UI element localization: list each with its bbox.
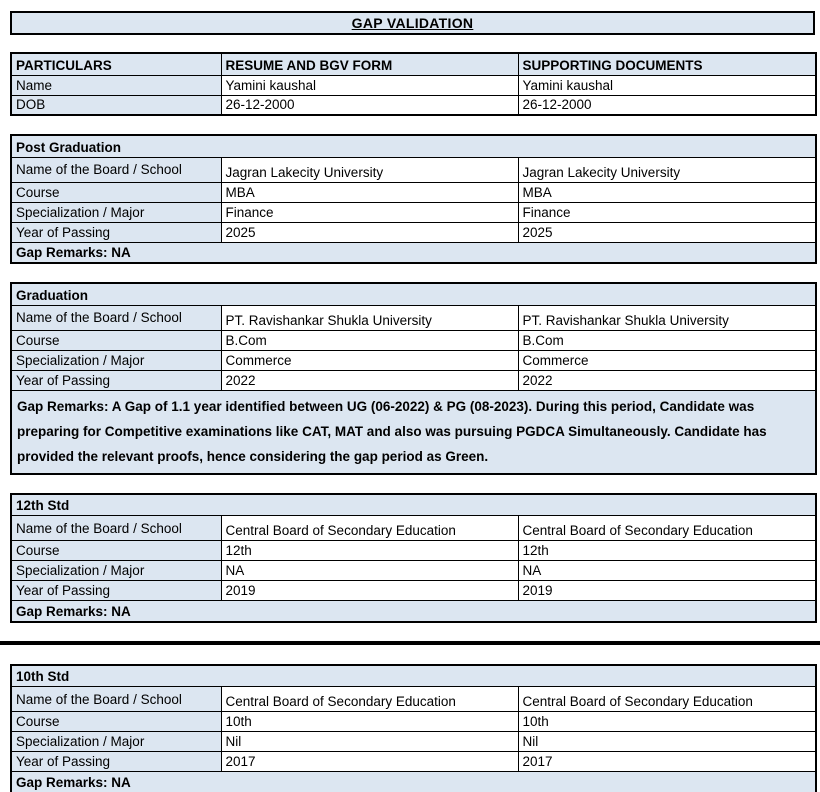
row-label: Specialization / Major (11, 561, 221, 581)
row-label: DOB (11, 95, 221, 115)
section-table-12th-std (10, 493, 817, 623)
section-table-post-graduation (10, 134, 817, 264)
resume-value: 2017 (221, 752, 518, 772)
supporting-value: Nil (518, 732, 816, 752)
supporting-value: B.Com (518, 330, 816, 350)
table-row (11, 75, 816, 95)
resume-value: NA (221, 561, 518, 581)
table-particulars (10, 52, 817, 116)
table-row (11, 772, 816, 792)
resume-value: 12th (221, 541, 518, 561)
resume-value: Commerce (221, 350, 518, 370)
table-row (11, 53, 816, 75)
resume-value: 2025 (221, 222, 518, 242)
section-table-10th-std (10, 664, 817, 792)
table-row (11, 157, 816, 182)
supporting-value: 10th (518, 712, 816, 732)
row-label: Name of the Board / School (11, 305, 221, 330)
tables-container (10, 52, 820, 792)
row-label: Specialization / Major (11, 350, 221, 370)
supporting-value: 2022 (518, 370, 816, 390)
table-row (11, 541, 816, 561)
row-label: Year of Passing (11, 581, 221, 601)
table-row (11, 752, 816, 772)
table-row (11, 95, 816, 115)
table-row (11, 135, 816, 157)
table-row (11, 732, 816, 752)
section-divider (0, 641, 820, 645)
resume-value: 2022 (221, 370, 518, 390)
row-label: Year of Passing (11, 370, 221, 390)
supporting-value: Finance (518, 202, 816, 222)
resume-value: Central Board of Secondary Education (221, 516, 518, 541)
table-row (11, 561, 816, 581)
supporting-value: 2017 (518, 752, 816, 772)
section-title: 12th Std (11, 494, 816, 516)
table-row (11, 283, 816, 305)
table-row (11, 390, 816, 474)
section-table-graduation (10, 282, 817, 475)
column-header: RESUME AND BGV FORM (221, 53, 518, 75)
table-row (11, 370, 816, 390)
section-title: 10th Std (11, 665, 816, 687)
row-label: Specialization / Major (11, 202, 221, 222)
supporting-value: Commerce (518, 350, 816, 370)
row-label: Course (11, 712, 221, 732)
table-row (11, 182, 816, 202)
table-row (11, 581, 816, 601)
row-label: Name of the Board / School (11, 687, 221, 712)
supporting-value: Central Board of Secondary Education (518, 516, 816, 541)
table-row (11, 350, 816, 370)
supporting-value: 12th (518, 541, 816, 561)
resume-value: MBA (221, 182, 518, 202)
supporting-value: Jagran Lakecity University (518, 157, 816, 182)
table-row (11, 305, 816, 330)
resume-value: Central Board of Secondary Education (221, 687, 518, 712)
table-row (11, 242, 816, 263)
gap-remarks: Gap Remarks: NA (11, 601, 816, 622)
row-label: Name (11, 75, 221, 95)
supporting-value: NA (518, 561, 816, 581)
column-header: SUPPORTING DOCUMENTS (518, 53, 816, 75)
resume-value: Yamini kaushal (221, 75, 518, 95)
resume-value: Nil (221, 732, 518, 752)
document-title-box (10, 11, 815, 35)
table-row (11, 712, 816, 732)
table-row (11, 202, 816, 222)
supporting-value: 2019 (518, 581, 816, 601)
column-header: PARTICULARS (11, 53, 221, 75)
row-label: Specialization / Major (11, 732, 221, 752)
supporting-value: Yamini kaushal (518, 75, 816, 95)
table-row (11, 687, 816, 712)
gap-remarks: Gap Remarks: NA (11, 772, 816, 792)
supporting-value: Central Board of Secondary Education (518, 687, 816, 712)
table-row (11, 494, 816, 516)
row-label: Year of Passing (11, 222, 221, 242)
resume-value: 26-12-2000 (221, 95, 518, 115)
gap-remarks: Gap Remarks: A Gap of 1.1 year identified between UG (06-2022) & PG (08-2023). During this period, Candidate was preparing for Competitive examinations like CAT, MAT and also was pursuing PGDCA Simultaneously. Candidate has provided the relevant proofs, hence considering the gap period as Green. (11, 390, 816, 474)
row-label: Course (11, 182, 221, 202)
row-label: Name of the Board / School (11, 516, 221, 541)
resume-value: 2019 (221, 581, 518, 601)
row-label: Name of the Board / School (11, 157, 221, 182)
resume-value: PT. Ravishankar Shukla University (221, 305, 518, 330)
resume-value: 10th (221, 712, 518, 732)
supporting-value: 26-12-2000 (518, 95, 816, 115)
row-label: Course (11, 330, 221, 350)
resume-value: B.Com (221, 330, 518, 350)
document-title: GAP VALIDATION (351, 15, 474, 31)
gap-remarks: Gap Remarks: NA (11, 242, 816, 263)
section-title: Graduation (11, 283, 816, 305)
resume-value: Jagran Lakecity University (221, 157, 518, 182)
table-row (11, 601, 816, 622)
table-row (11, 665, 816, 687)
supporting-value: MBA (518, 182, 816, 202)
section-title: Post Graduation (11, 135, 816, 157)
table-row (11, 222, 816, 242)
table-row (11, 516, 816, 541)
table-row (11, 330, 816, 350)
resume-value: Finance (221, 202, 518, 222)
row-label: Year of Passing (11, 752, 221, 772)
supporting-value: PT. Ravishankar Shukla University (518, 305, 816, 330)
supporting-value: 2025 (518, 222, 816, 242)
row-label: Course (11, 541, 221, 561)
